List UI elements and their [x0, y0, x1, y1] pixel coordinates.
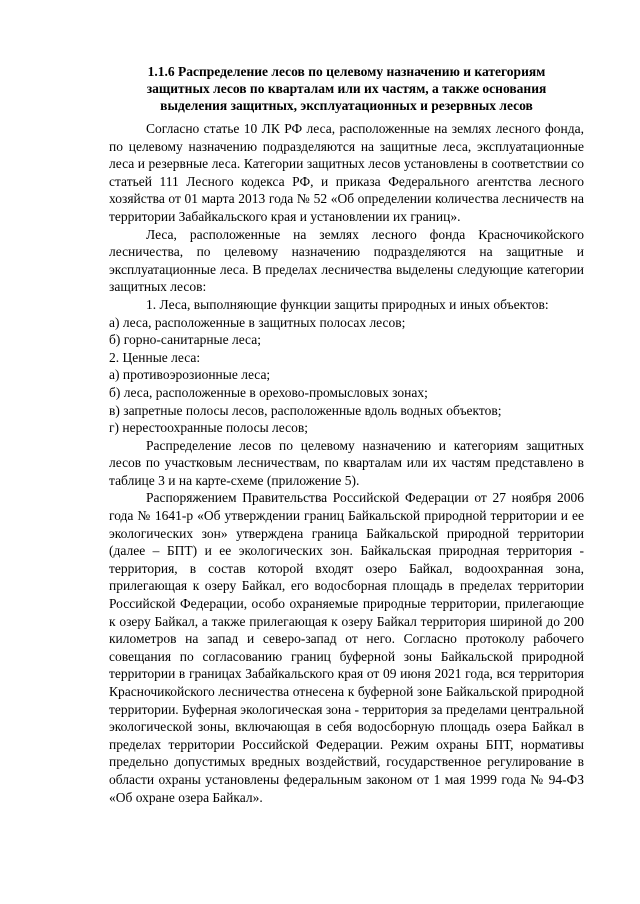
paragraph-forestry-categories: Леса, расположенные на землях лесного фонда Красночикойского лесничества, по целевому назначению подразделяются на защитные и эксплуатационные леса. В пределах лесничества выделены следующие категории защитных лесов: — [109, 226, 584, 295]
category-list — [109, 296, 584, 437]
list-item: в) запретные полосы лесов, расположенные вдоль водных объектов; — [109, 402, 502, 418]
list-item: г) нерестоохранные полосы лесов; — [109, 420, 308, 436]
list-item: а) противоэрозионные леса; — [109, 367, 271, 383]
paragraph-forest-purpose: Согласно статье 10 ЛК РФ леса, расположенные на землях лесного фонда, по целевому назначению подразделяются на защитные леса, эксплуатационные леса и резервные леса. Категории защитных лесов установлены в соответствии со статьей 111 Лесного кодекса РФ, и приказа Федерального агентства лесного хозяйства от 01 марта 2013 года № 52 «Об определении количества лесничеств на территории Забайкальского края и установлении их границ». — [109, 121, 584, 224]
list-item: б) горно-санитарные леса; — [109, 332, 261, 348]
paragraph-baikal-territory: Распоряжением Правительства Российской Федерации от 27 ноября 2006 года № 1641-р «Об утверждении границ Байкальской природной территории и ее экологических зон» утверждена граница Байкальской природной территории (далее – БПТ) и ее экологических зон. Байкальская природная территория - территория, в состав которой входят озеро Байкал, водоохранная зона, прилегающая к озеру Байкал, его водосборная площадь в пределах территории Российской Федерации, особо охраняемые природные территории, прилегающие к озеру Байкал, а также прилегающая к озеру Байкал территория шириной до 200 километров на запад и северо-запад от него. Согласно протоколу рабочего совещания по согласованию границ буферной зоны Байкальской природной территории в границах Забайкальского края от 09 июня 2021 года, вся территория Красночикойского лесничества отнесена к буферной зоне Байкальской природной территории. Буферная экологическая зона - территория за пределами центральной экологической зоны, включающая в себя водосборную площадь озера Байкал в пределах территории Российской Федерации. Режим охраны БПТ, нормативы предельно допустимых вредных воздействий, государственное регулирование в области охраны установлены федеральным законом от 1 мая 1999 года № 94-ФЗ «Об охране озера Байкал». — [109, 490, 584, 805]
list-item: 2. Ценные леса: — [109, 349, 201, 365]
paragraph-distribution: Распределение лесов по целевому назначению и категориям защитных лесов по участковым лесничествам, по кварталам или их частям представлено в таблице 3 и на карте-схеме (приложение 5). — [109, 437, 584, 488]
heading-line-2: защитных лесов по кварталам или их частям, а также основания — [146, 81, 547, 96]
list-item: а) леса, расположенные в защитных полосах лесов; — [109, 314, 406, 330]
heading-line-1: 1.1.6 Распределение лесов по целевому назначению и категориям — [147, 64, 546, 79]
section-heading — [109, 63, 584, 114]
list-item: 1. Леса, выполняющие функции защиты природных и иных объектов: — [146, 296, 549, 312]
list-item: б) леса, расположенные в орехово-промысловых зонах; — [109, 384, 428, 400]
heading-line-3: выделения защитных, эксплуатационных и резервных лесов — [160, 98, 533, 113]
